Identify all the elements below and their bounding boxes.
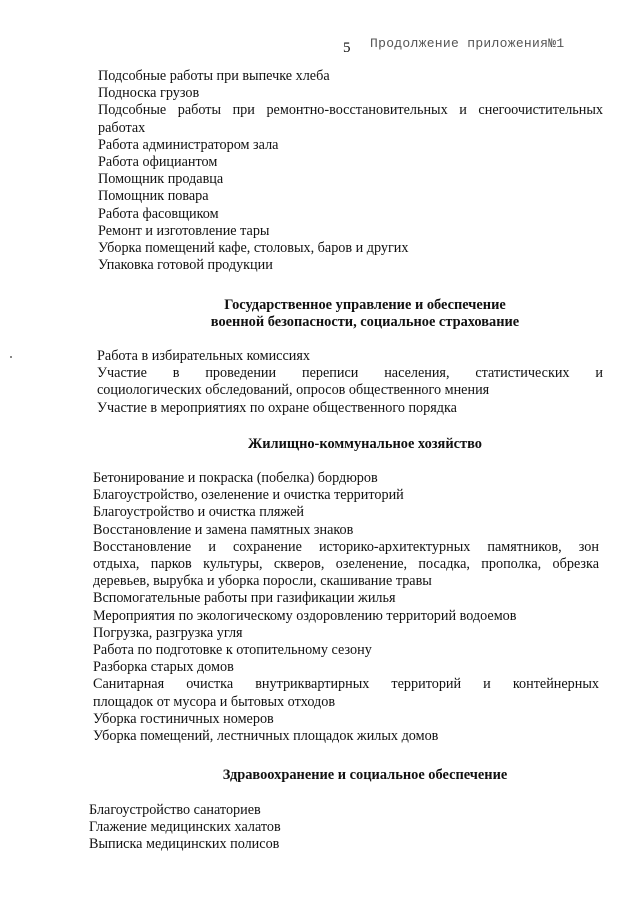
list-item: Работа официантом xyxy=(98,154,218,171)
list-item: Подсобные работы при ремонтно-восстановительных и снегоочистительных xyxy=(98,102,603,119)
list-item: социологических обследований, опросов общественного мнения xyxy=(97,382,490,399)
list-item: Погрузка, разгрузка угля xyxy=(93,624,243,641)
section-4-heading xyxy=(150,767,580,784)
list-item: Уборка гостиничных номеров xyxy=(93,710,274,727)
list-item: Работа в избирательных комиссиях xyxy=(97,348,310,364)
page-number: 5 xyxy=(343,40,351,56)
section-4-list xyxy=(89,802,595,854)
list-item: Благоустройство, озеленение и очистка территорий xyxy=(93,487,404,504)
appendix-stamp: Продолжение приложения№1 xyxy=(370,36,565,51)
section-heading-line: военной безопасности, социальное страхование xyxy=(210,314,520,330)
list-item: Работа по подготовке к отопительному сезону xyxy=(93,642,372,659)
list-item: Подноска грузов xyxy=(98,85,200,102)
list-item: отдыха, парков культуры, скверов, озеленение, посадка, прополка, обрезка xyxy=(93,556,599,573)
list-item: Глажение медицинских халатов xyxy=(89,819,281,836)
section-3-heading xyxy=(150,436,580,453)
list-item: Благоустройство санаториев xyxy=(89,802,261,818)
section-heading-line: Жилищно-коммунальное хозяйство xyxy=(248,436,482,452)
section-3-list xyxy=(93,470,599,745)
list-item: Выписка медицинских полисов xyxy=(89,836,280,853)
section-heading-line: Государственное управление и обеспечение xyxy=(224,297,506,313)
list-item: Подсобные работы при выпечке хлеба xyxy=(98,68,330,84)
list-item: деревьев, вырубка и уборка поросли, скашивание травы xyxy=(93,573,432,590)
margin-mark xyxy=(10,356,12,358)
list-item: Разборка старых домов xyxy=(93,659,234,676)
list-item: Участие в мероприятиях по охране общественного порядка xyxy=(97,399,457,416)
list-item: Работа фасовщиком xyxy=(98,205,219,222)
list-item: работах xyxy=(98,119,146,136)
list-item: Бетонирование и покраска (побелка) бордюров xyxy=(93,470,378,486)
section-heading-line: Здравоохранение и социальное обеспечение xyxy=(222,767,508,783)
list-item: Участие в проведении переписи населения, статистических и xyxy=(97,365,603,382)
list-item: Восстановление и сохранение историко-архитектурных памятников, зон xyxy=(93,538,599,555)
list-item: Помощник продавца xyxy=(98,171,224,188)
section-2-heading xyxy=(150,297,580,331)
list-item: Вспомогательные работы при газификации жилья xyxy=(93,590,396,607)
list-item: Уборка помещений кафе, столовых, баров и других xyxy=(98,240,409,257)
list-item: Работа администратором зала xyxy=(98,136,279,153)
list-item: Упаковка готовой продукции xyxy=(98,257,273,274)
list-item: Ремонт и изготовление тары xyxy=(98,222,270,239)
list-item: Санитарная очистка внутриквартирных территорий и контейнерных xyxy=(93,676,599,693)
list-item: Благоустройство и очистка пляжей xyxy=(93,504,304,521)
list-item: площадок от мусора и бытовых отходов xyxy=(93,693,336,710)
list-item: Уборка помещений, лестничных площадок жилых домов xyxy=(93,728,439,745)
list-item: Мероприятия по экологическому оздоровлению территорий водоемов xyxy=(93,607,517,624)
section-1-list xyxy=(98,68,603,274)
list-item: Помощник повара xyxy=(98,188,209,205)
list-item: Восстановление и замена памятных знаков xyxy=(93,521,354,538)
section-2-list xyxy=(97,348,603,417)
